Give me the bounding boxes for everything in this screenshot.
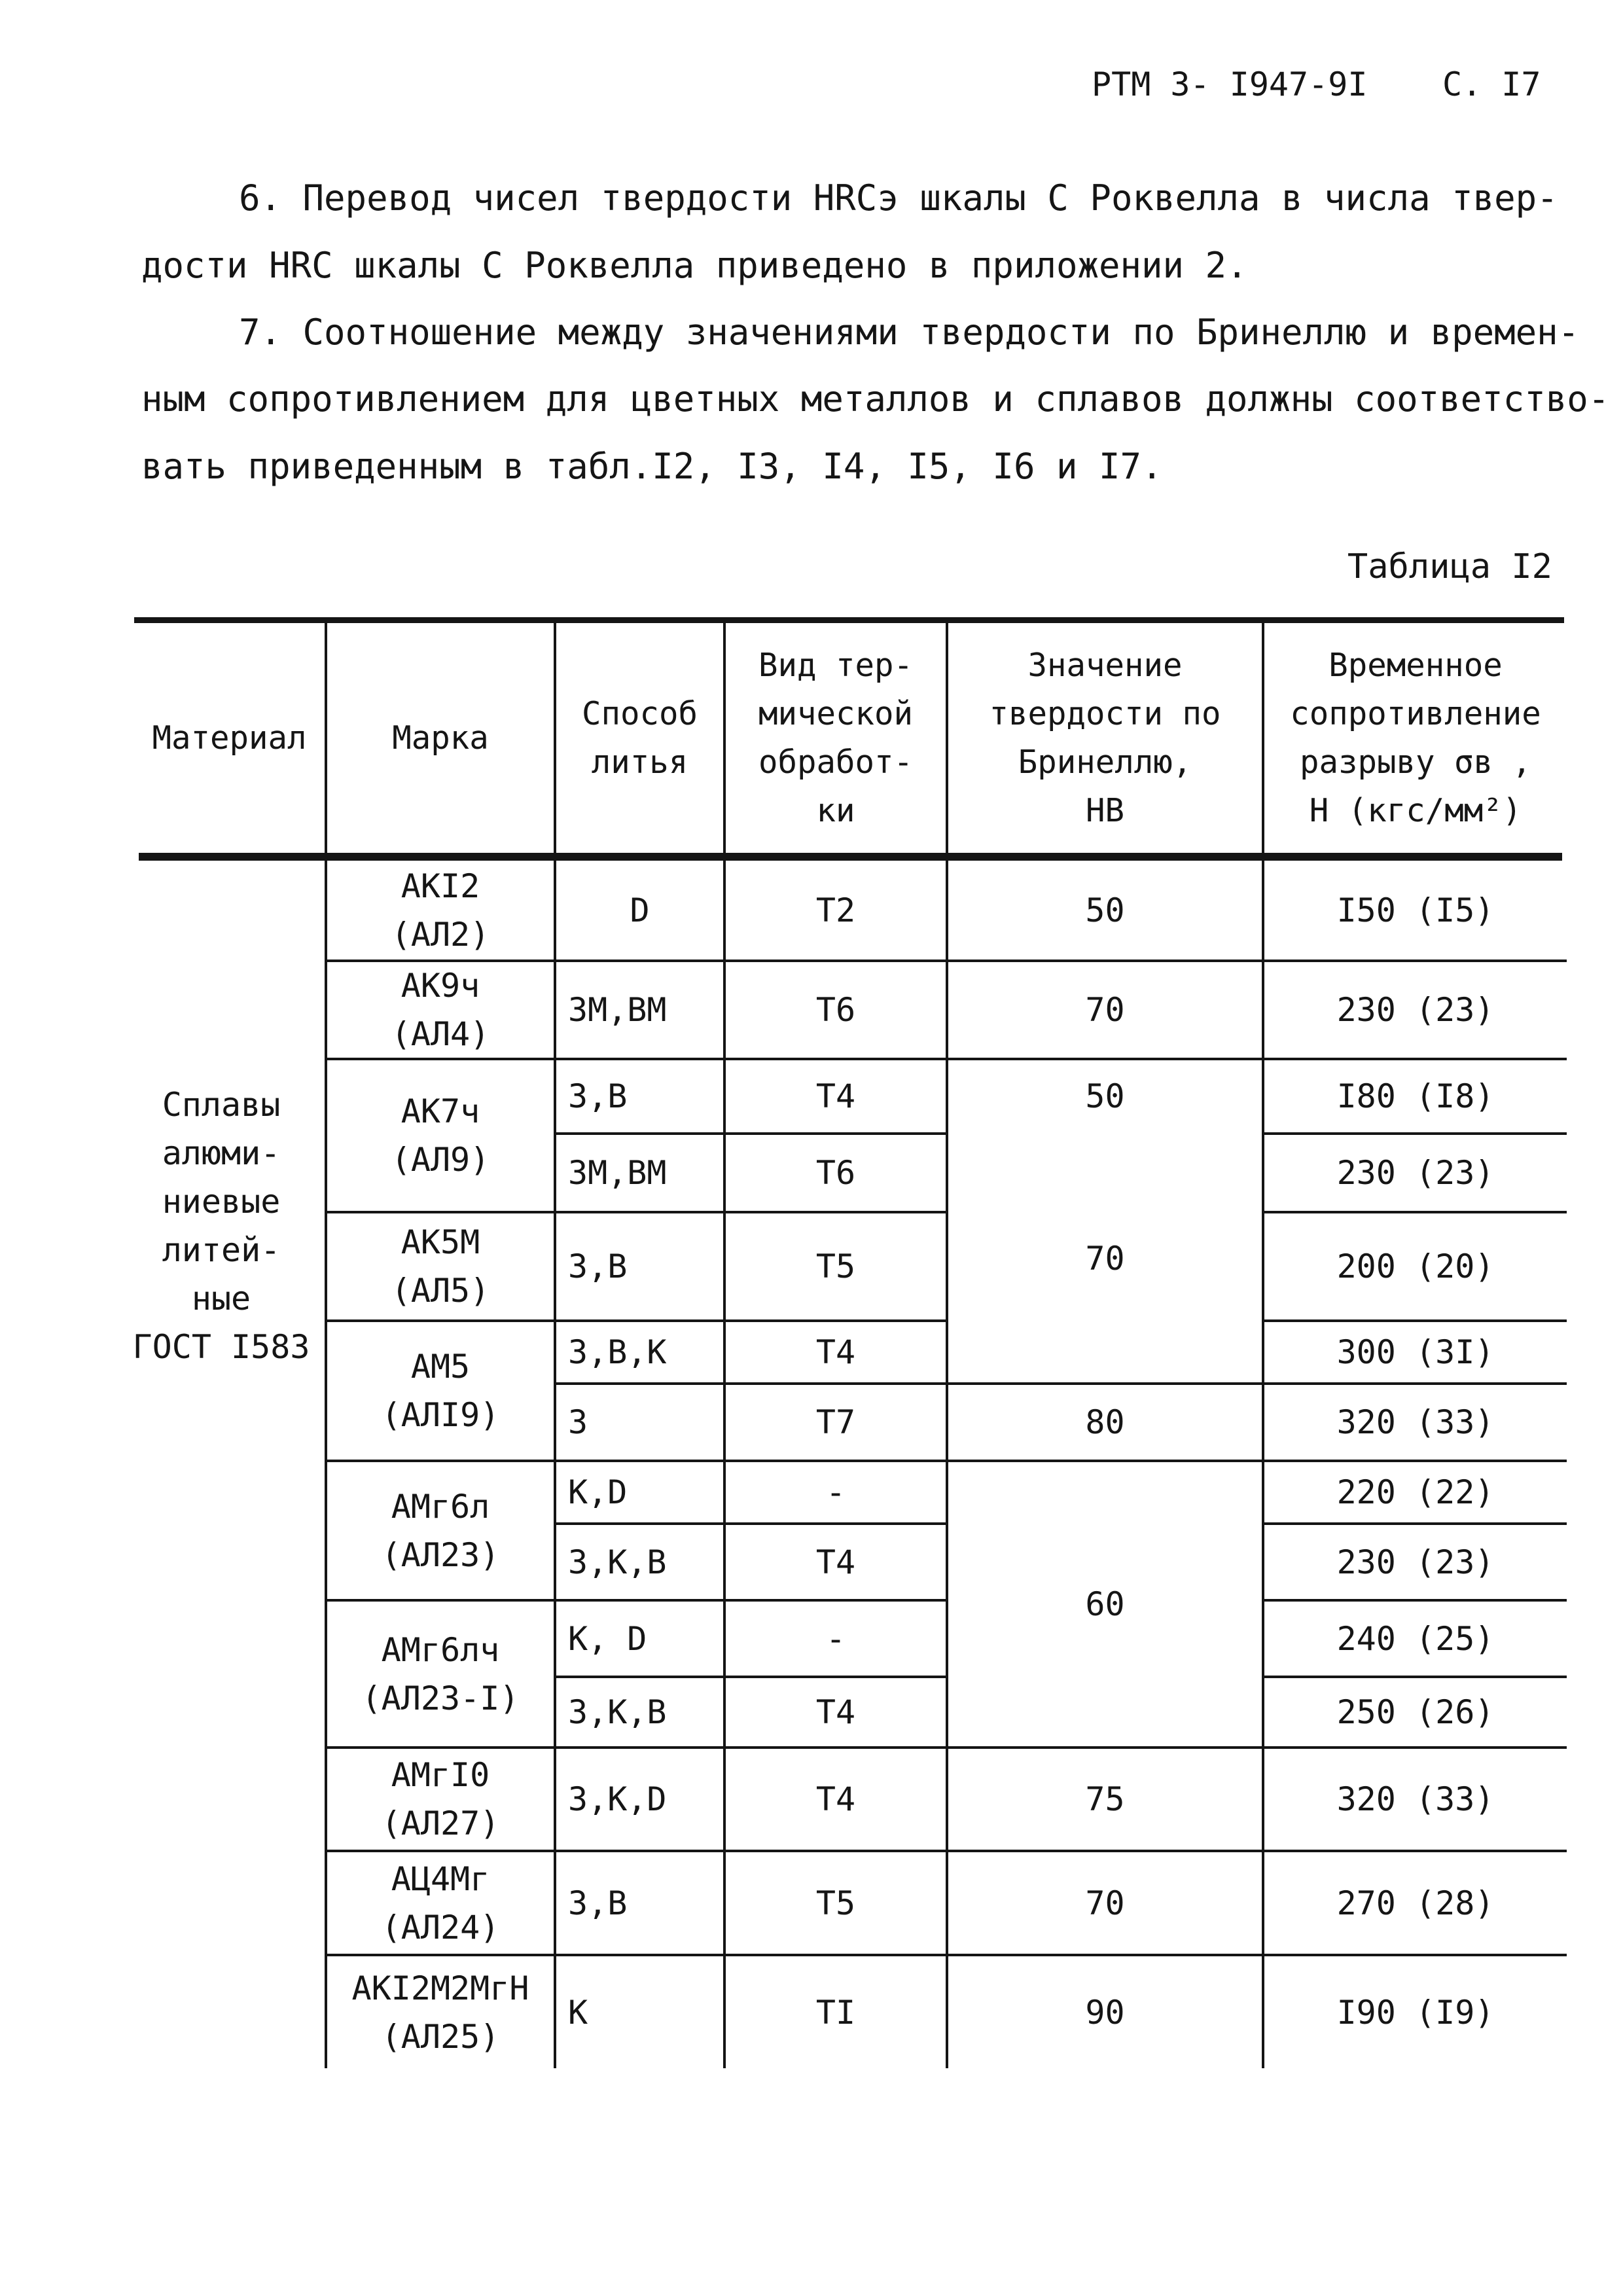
treatment-cell: Т4 [815, 1077, 856, 1115]
treatment-cell: Т2 [815, 891, 856, 929]
casting-cell: D [630, 891, 650, 929]
treatment-cell: - [825, 1473, 846, 1511]
hardness-cell: 90 [1085, 1993, 1125, 2032]
treatment-cell: Т5 [815, 1247, 856, 1285]
treatment-cell: Т5 [815, 1884, 856, 1922]
casting-cell: З,В,К [568, 1333, 667, 1371]
treatment-cell: ТІ [815, 1993, 856, 2032]
treatment-cell: Т4 [815, 1780, 856, 1818]
hardness-cell: 50 [1085, 1077, 1125, 1115]
strength-cell: 200 (20) [1336, 1247, 1495, 1285]
casting-cell: З,В [568, 1884, 628, 1922]
paragraph-7-line-3: вать приведенным в табл.І2, І3, І4, І5, І6 и І7. [141, 446, 1163, 487]
strength-cell: 230 (23) [1336, 1543, 1495, 1581]
casting-cell: К [568, 1993, 588, 2032]
treatment-cell: Т6 [815, 1154, 856, 1192]
page-number: С. І7 [1442, 65, 1541, 103]
treatment-cell: Т4 [815, 1693, 856, 1731]
header-grade: Марка [392, 719, 489, 757]
paragraph-7-line-1: 7. Соотношение между значениями твердости по Бринеллю и времен- [239, 312, 1580, 353]
grade-cell: АЦ4Мг (АЛ24) [381, 1859, 500, 1946]
strength-cell: 270 (28) [1336, 1884, 1495, 1922]
strength-cell: 230 (23) [1336, 1154, 1495, 1192]
strength-cell: І50 (І5) [1336, 891, 1495, 929]
treatment-cell: Т4 [815, 1543, 856, 1581]
table-label: Таблица І2 [1347, 547, 1552, 586]
header-tensile-strength: Временное сопротивление разрыву σв , Н (кгс/мм²) [1290, 646, 1541, 829]
casting-cell: З,К,В [568, 1693, 667, 1731]
treatment-cell: - [825, 1619, 846, 1658]
hardness-cell: 60 [1085, 1585, 1125, 1623]
hardness-cell: 80 [1085, 1403, 1125, 1441]
header-material: Материал [152, 719, 307, 757]
strength-cell: І90 (І9) [1336, 1993, 1495, 2032]
grade-cell: АК7ч (АЛ9) [391, 1092, 490, 1179]
casting-cell: К, D [568, 1619, 647, 1658]
grade-cell: АМгІ0 (АЛ27) [381, 1756, 500, 1842]
hardness-cell: 70 [1085, 1884, 1125, 1922]
casting-cell: З [568, 1403, 588, 1441]
casting-cell: З,В [568, 1077, 628, 1115]
casting-cell: ЗМ,ВМ [568, 991, 667, 1029]
grade-cell: АКІ2М2МгН (АЛ25) [351, 1969, 529, 2056]
strength-cell: 320 (33) [1336, 1780, 1495, 1818]
paragraph-6-line-1: 6. Перевод чисел твердости HRCэ шкалы С Роквелла в числа твер- [239, 177, 1558, 219]
grade-cell: АК5М (АЛ5) [391, 1223, 490, 1310]
casting-cell: З,К,D [568, 1780, 667, 1818]
strength-cell: І80 (І8) [1336, 1077, 1495, 1115]
header-heat-treatment: Вид тер- мической обработ- ки [758, 646, 913, 829]
casting-cell: К,D [568, 1473, 628, 1511]
hardness-cell: 70 [1085, 1240, 1125, 1278]
hardness-cell: 50 [1085, 891, 1125, 929]
casting-cell: З,В [568, 1247, 628, 1285]
grade-cell: АМ5 (АЛІ9) [381, 1348, 500, 1434]
header-brinell-hardness: Значение твердости по Бринеллю, НВ [989, 646, 1221, 829]
treatment-cell: Т6 [815, 991, 856, 1029]
grade-cell: АМг6лч (АЛ23-І) [361, 1630, 520, 1717]
casting-cell: З,К,В [568, 1543, 667, 1581]
strength-cell: 240 (25) [1336, 1619, 1495, 1658]
grade-cell: АК9ч (АЛ4) [391, 967, 490, 1053]
grade-cell: АМг6л (АЛ23) [381, 1487, 500, 1574]
strength-cell: 320 (33) [1336, 1403, 1495, 1441]
material-cell: Сплавы алюми- ниевые литей- ные ГОСТ І583 [132, 1086, 310, 1366]
treatment-cell: Т4 [815, 1333, 856, 1371]
strength-cell: 220 (22) [1336, 1473, 1495, 1511]
strength-cell: 230 (23) [1336, 991, 1495, 1029]
hardness-cell: 75 [1085, 1780, 1125, 1818]
grade-cell: АКІ2 (АЛ2) [391, 867, 490, 954]
header-casting-method: Способ литья [581, 694, 698, 781]
treatment-cell: Т7 [815, 1403, 856, 1441]
strength-cell: 300 (3І) [1336, 1333, 1495, 1371]
casting-cell: ЗМ,ВМ [568, 1154, 667, 1192]
paragraph-7-line-2: ным сопротивлением для цветных металлов и сплавов должны соответство- [141, 378, 1610, 420]
document-code: РТМ 3- І947-9І [1092, 65, 1368, 103]
strength-cell: 250 (26) [1336, 1693, 1495, 1731]
paragraph-6-line-2: дости HRC шкалы С Роквелла приведено в приложении 2. [141, 245, 1248, 286]
hardness-cell: 70 [1085, 991, 1125, 1029]
